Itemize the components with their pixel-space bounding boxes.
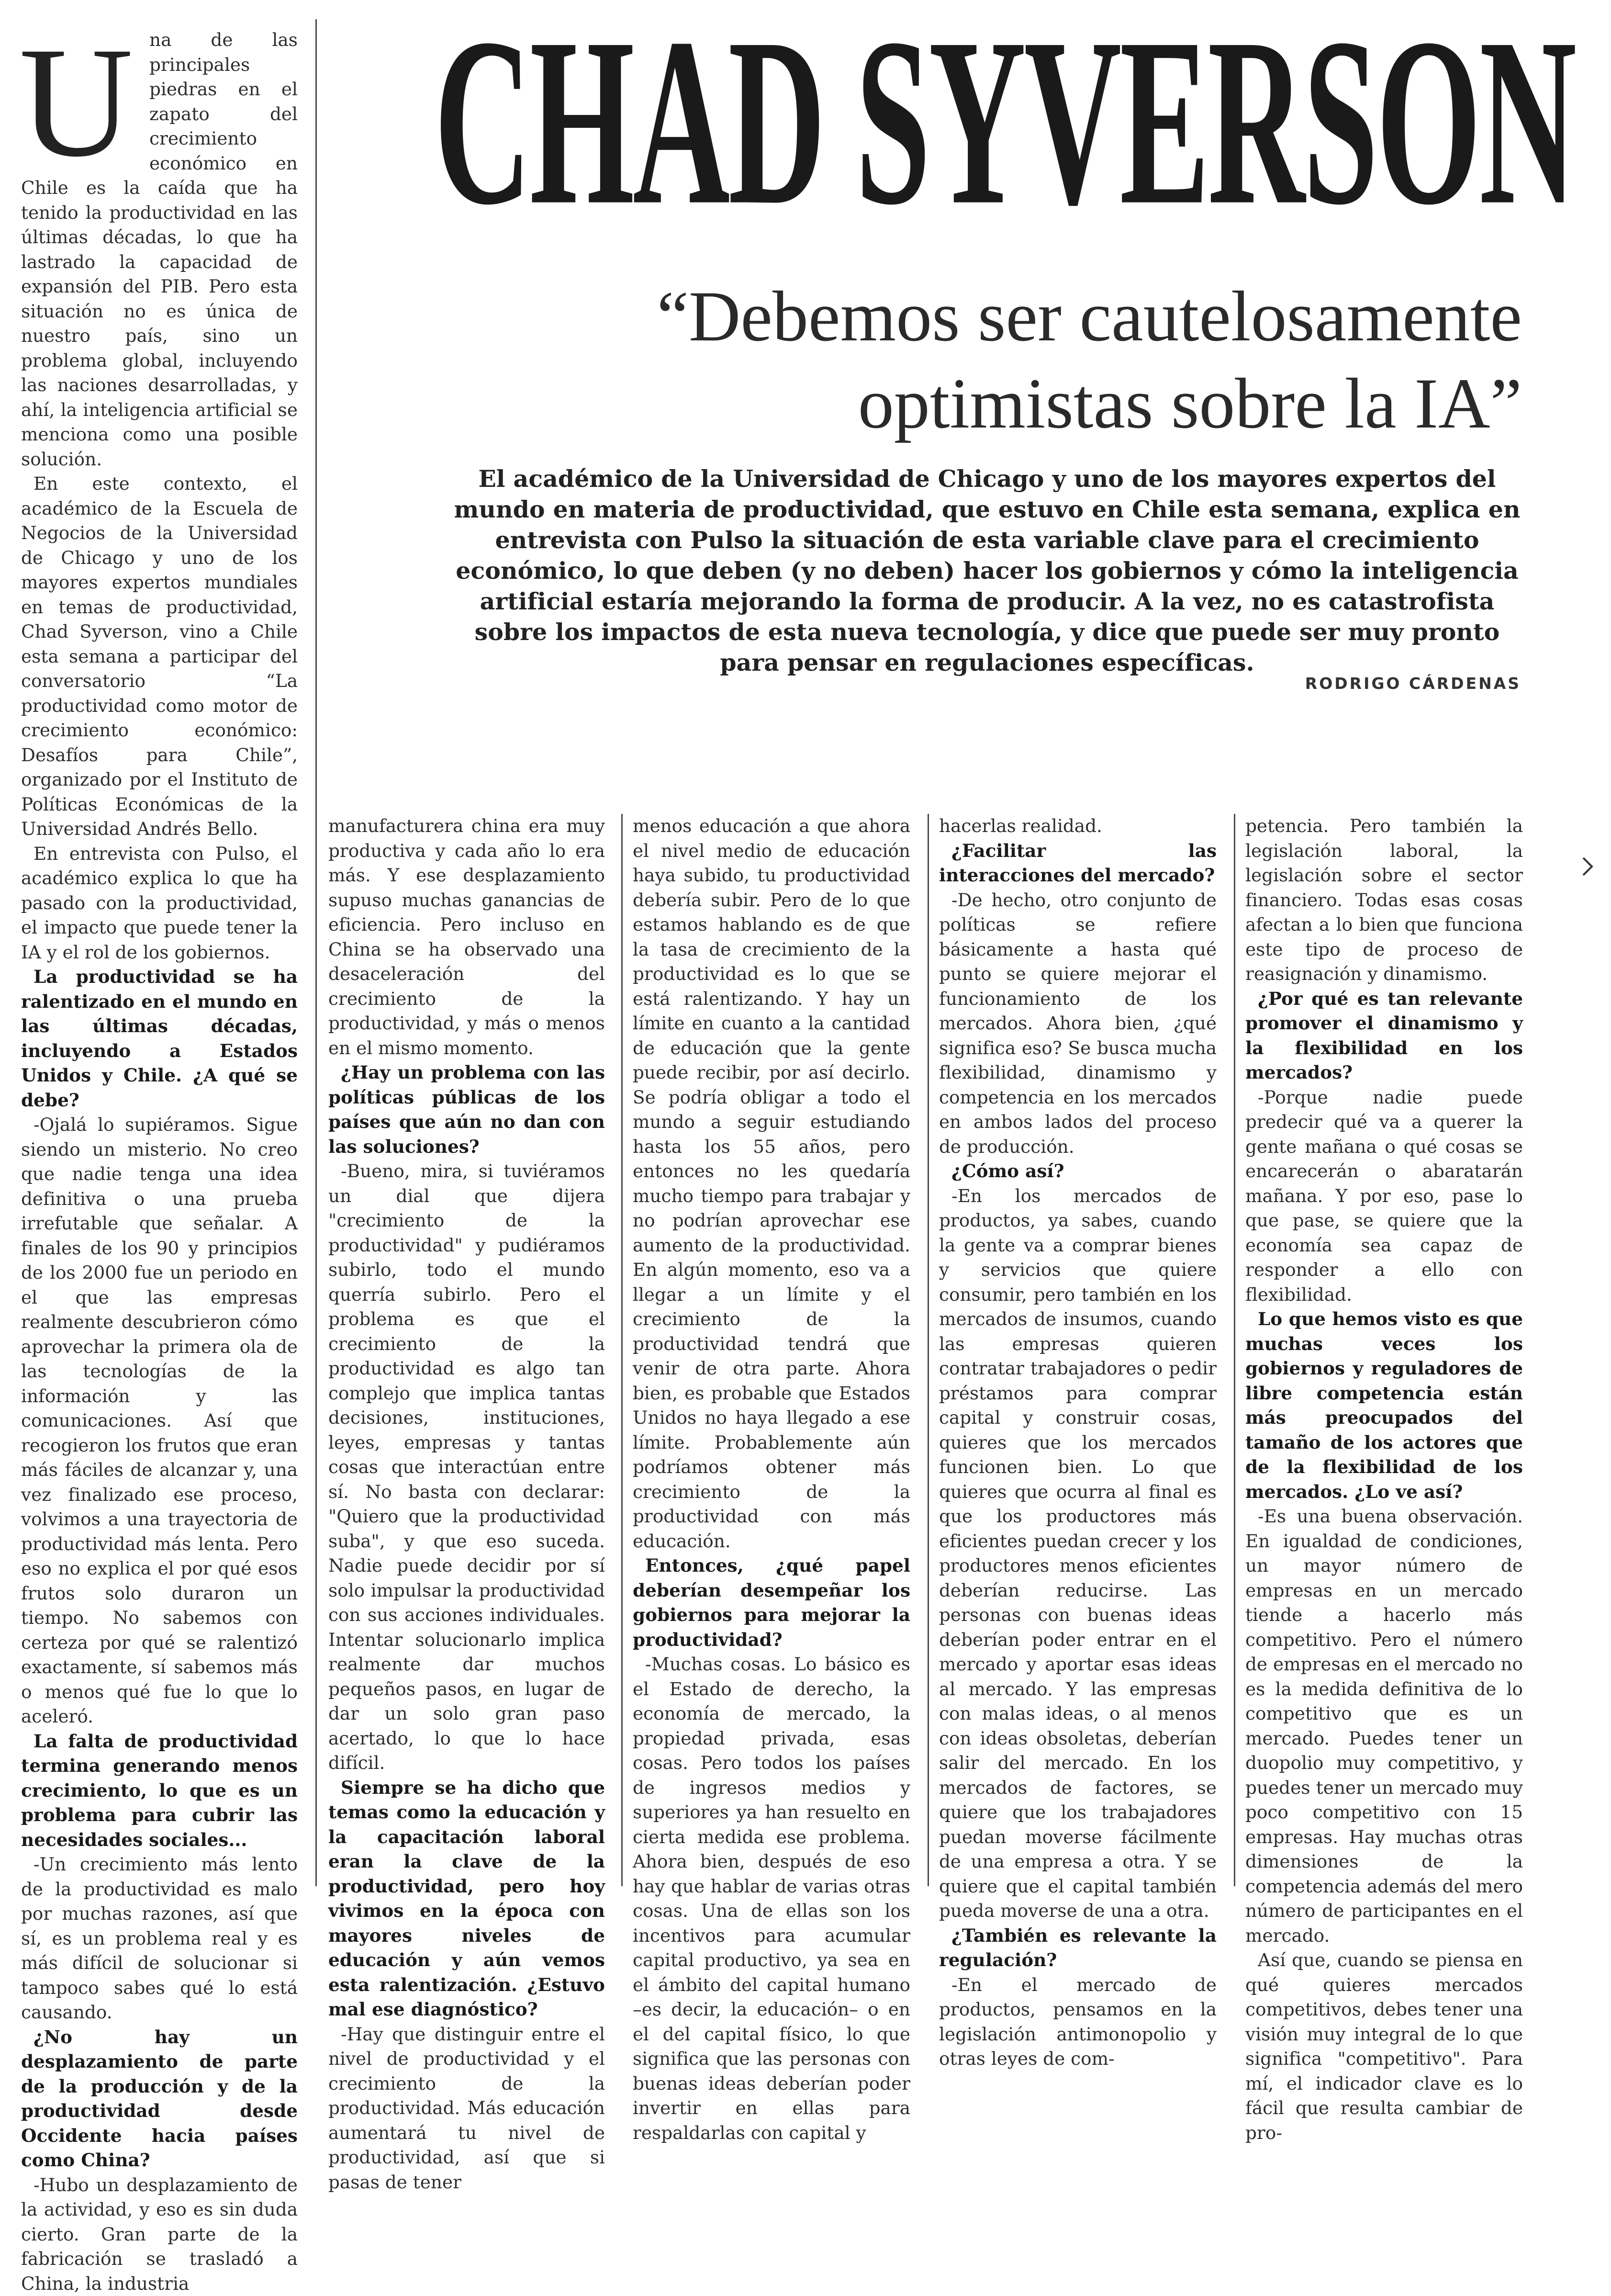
headline-name: CHAD SYVERSON: [487, 19, 1522, 225]
body-paragraph: -Hubo un desplazamiento de la actividad, y eso es sin duda cierto. Gran parte de la fabricación se trasladó a China, la industria: [21, 2173, 298, 2296]
chevron-right-icon[interactable]: [1577, 852, 1597, 881]
body-paragraph: En entrevista con Pulso, el académico explica lo que ha pasado con la productividad, el impacto que puede tener la IA y el rol de los gobiernos.: [21, 842, 298, 965]
body-paragraph: petencia. Pero también la legislación laboral, la legislación sobre el sector financiero. Todas esas cosas afectan a lo bien que funciona este tipo de proceso de reasignación y dinamismo.: [1245, 814, 1523, 987]
body-paragraph: -Un crecimiento más lento de la productividad es malo por muchas razones, así que sí, es un problema real y es más difícil de solucionar si tampoco sabes qué lo está causando.: [21, 1852, 298, 2025]
question-paragraph: ¿Por qué es tan relevante promover el dinamismo y la flexibilidad en los mercados?: [1245, 987, 1523, 1085]
question-paragraph: La productividad se ha ralentizado en el mundo en las últimas décadas, incluyendo a Estados Unidos y Chile. ¿A qué se debe?: [21, 965, 298, 1113]
headline-quote: [526, 273, 1522, 447]
column-rule: [315, 19, 317, 1886]
body-paragraph: -En el mercado de productos, pensamos en la legislación antimonopolio y otras leyes de com-: [939, 1973, 1217, 2071]
question-paragraph: Siempre se ha dicho que temas como la educación y la capacitación laboral eran la clave de la productividad, pero hoy vivimos en la época con mayores niveles de educación y aún vemos esta ralentización. ¿Estuvo mal ese diagnóstico?: [328, 1776, 605, 2022]
body-paragraph: manufacturera china era muy productiva y cada año lo era más. Y ese desplazamiento supuso muchas ganancias de eficiencia. Pero incluso en China se ha observado una desaceleración del crecimiento de la productividad, y más o menos en el mismo momento.: [328, 814, 605, 1060]
article-column-2: [328, 814, 605, 1890]
byline: RODRIGO CÁRDENAS: [1305, 674, 1521, 693]
article-column-1: [21, 28, 298, 1890]
body-paragraph: na de las principales piedras en el zapato del crecimiento económico en Chile es la caída que ha tenido la productividad en las últimas décadas, lo que ha lastrado la capacidad de expansión del PIB. Pero esta situación no es única de nuestro país, sino un problema global, incluyendo las naciones desarrolladas, y ahí, la inteligencia artificial se menciona como una posible solución.: [21, 28, 298, 472]
column-rule: [621, 814, 623, 1886]
question-paragraph: ¿Cómo así?: [939, 1159, 1217, 1184]
body-paragraph: hacerlas realidad.: [939, 814, 1217, 839]
column-rule: [928, 814, 929, 1886]
question-paragraph: ¿No hay un desplazamiento de parte de la producción y de la productividad desde Occidente hacia países como China?: [21, 2025, 298, 2173]
body-paragraph: -Ojalá lo supiéramos. Sigue siendo un misterio. No creo que nadie tenga una idea definitiva o una prueba irrefutable que señalar. A finales de los 90 y principios de los 2000 fue un periodo en el que las empresas realmente descubrieron cómo aprovechar la primera ola de las tecnologías de la información y las comunicaciones. Así que recogieron los frutos que eran más fáciles de alcanzar y, una vez finalizado ese proceso, volvimos a una trayectoria de productividad más lenta. Pero eso no explica el por qué esos frutos solo duraron un tiempo. No sabemos con certeza por qué se ralentizó exactamente, sí sabemos más o menos qué fue lo que lo aceleró.: [21, 1113, 298, 1729]
body-paragraph: -Bueno, mira, si tuviéramos un dial que dijera "crecimiento de la productividad" y pudiéramos subirlo, todo el mundo querría subirlo. Pero el problema es que el crecimiento de la productividad es algo tan complejo que implica tantas decisiones, instituciones, leyes, empresas y tantas cosas que interactúan entre sí. No basta con declarar: "Quiero que la productividad suba", y que eso suceda. Nadie puede decidir por sí solo impulsar la productividad con sus acciones individuales. Intentar solucionarlo implica realmente dar muchos pequeños pasos, en lugar de dar un solo gran paso acertado, lo que lo hace difícil.: [328, 1159, 605, 1776]
question-paragraph: ¿También es relevante la regulación?: [939, 1924, 1217, 1973]
question-paragraph: ¿Facilitar las interacciones del mercado?: [939, 839, 1217, 888]
body-paragraph: -Hay que distinguir entre el nivel de productividad y el crecimiento de la productividad. Más educación aumentará tu nivel de productividad, así que si pasas de tener: [328, 2022, 605, 2195]
body-paragraph: En este contexto, el académico de la Escuela de Negocios de la Universidad de Chicago y uno de los mayores expertos mundiales en temas de productividad, Chad Syverson, vino a Chile esta semana a participar del conversatorio “La productividad como motor de crecimiento económico: Desafíos para Chile”, organizado por el Instituto de Políticas Económicas de la Universidad Andrés Bello.: [21, 472, 298, 842]
body-paragraph: menos educación a que ahora el nivel medio de educación haya subido, tu productividad debería subir. Pero de lo que estamos hablando es de que la tasa de crecimiento de la productividad es lo que se está ralentizando. Y hay un límite en cuanto a la cantidad de educación que la gente puede recibir, por así decirlo. Se podría obligar a todo el mundo a seguir estudiando hasta los 55 años, pero entonces no les quedaría mucho tiempo para trabajar y no podrían aprovechar ese aumento de la productividad. En algún momento, eso va a llegar a un límite y el crecimiento de la productividad tendrá que venir de otra parte. Ahora bien, es probable que Estados Unidos no haya llegado a ese límite. Probablemente aún podríamos obtener más crecimiento de la productividad con más educación.: [633, 814, 910, 1553]
body-paragraph: -Porque nadie puede predecir qué va a querer la gente mañana o qué cosas se encarecerán o abaratarán mañana. Y por eso, pase lo que pase, se quiere que la economía sea capaz de responder a ello con flexibilidad.: [1245, 1085, 1523, 1307]
question-paragraph: Lo que hemos visto es que muchas veces los gobiernos y reguladores de libre competencia están más preocupados del tamaño de los actores que de la flexibilidad de los mercados. ¿Lo ve así?: [1245, 1307, 1523, 1504]
body-paragraph: -En los mercados de productos, ya sabes, cuando la gente va a comprar bienes y servicios que quiere consumir, pero también en los mercados de insumos, cuando las empresas quieren contratar trabajadores o pedir préstamos para comprar capital y construir cosas, quieres que los mercados funcionen bien. Lo que quieres que ocurra al final es que los productores más eficientes puedan crecer y los productores menos eficientes deberían reducirse. Las personas con buenas ideas deberían poder entrar en el mercado y aportar esas ideas al mercado. Y las empresas con malas ideas, o al menos con ideas obsoletas, deberían salir del mercado. En los mercados de factores, se quiere que los trabajadores puedan moverse fácilmente de una empresa a otra. Y se quiere que el capital también pueda moverse de una a otra.: [939, 1184, 1217, 1924]
question-paragraph: ¿Hay un problema con las políticas públicas de los países que aún no dan con las soluciones?: [328, 1060, 605, 1159]
question-paragraph: La falta de productividad termina generando menos crecimiento, lo que es un problema para cubrir las necesidades sociales...: [21, 1729, 298, 1853]
article-column-3: [633, 814, 910, 1890]
lede-paragraph: El académico de la Universidad de Chicago y uno de los mayores expertos del mundo en materia de productividad, que estuvo en Chile esta semana, explica en entrevista con Pulso la situación de esta variable clave para el crecimiento económico, lo que deben (y no deben) hacer los gobiernos y cómo la inteligencia artificial estaría mejorando la forma de producir. A la vez, no es catastrofista sobre los impactos de esta nueva tecnología, y dice que puede ser muy pronto para pensar en regulaciones específicas.: [450, 463, 1524, 678]
article-column-4: [939, 814, 1217, 1890]
quote-line-1: “Debemos ser cautelosamente: [526, 273, 1522, 360]
body-paragraph: Así que, cuando se piensa en qué quieres mercados competitivos, debes tener una visión muy integral de lo que significa "competitivo". Para mí, el indicador clave es lo fácil que resulta cambiar de pro-: [1245, 1948, 1523, 2145]
body-paragraph: -De hecho, otro conjunto de políticas se refiere básicamente a hasta qué punto se quiere mejorar el funcionamiento de los mercados. Ahora bien, ¿qué significa eso? Se busca mucha flexibilidad, dinamismo y competencia en los mercados en ambos lados del proceso de producción.: [939, 888, 1217, 1159]
body-paragraph: -Muchas cosas. Lo básico es el Estado de derecho, la economía de mercado, la propiedad privada, esas cosas. Pero todos los países de ingresos medios y superiores ya han resuelto en cierta medida ese problema. Ahora bien, después de eso hay que hablar de varias otras cosas. Una de ellas son los incentivos para acumular capital productivo, ya sea en el ámbito del capital humano –es decir, la educación– o en el del capital físico, lo que significa que las personas con buenas ideas deberían poder invertir en ellas para respaldarlas con capital y: [633, 1652, 910, 2145]
article-column-5: [1245, 814, 1523, 1890]
quote-line-2: optimistas sobre la IA”: [526, 360, 1522, 447]
body-paragraph: -Es una buena observación. En igualdad de condiciones, un mayor número de empresas en un mercado tiende a hacerlo más competitivo. Pero el número de empresas en el mercado no es la medida definitiva de lo competitivo que es un mercado. Puedes tener un duopolio muy competitivo, y puedes tener un mercado muy poco competitivo con 15 empresas. Hay muchas otras dimensiones de la competencia además del mero número de participantes en el mercado.: [1245, 1504, 1523, 1948]
column-rule: [1234, 814, 1235, 1886]
drop-cap: U: [19, 31, 145, 174]
question-paragraph: Entonces, ¿qué papel deberían desempeñar los gobiernos para mejorar la productividad?: [633, 1553, 910, 1652]
